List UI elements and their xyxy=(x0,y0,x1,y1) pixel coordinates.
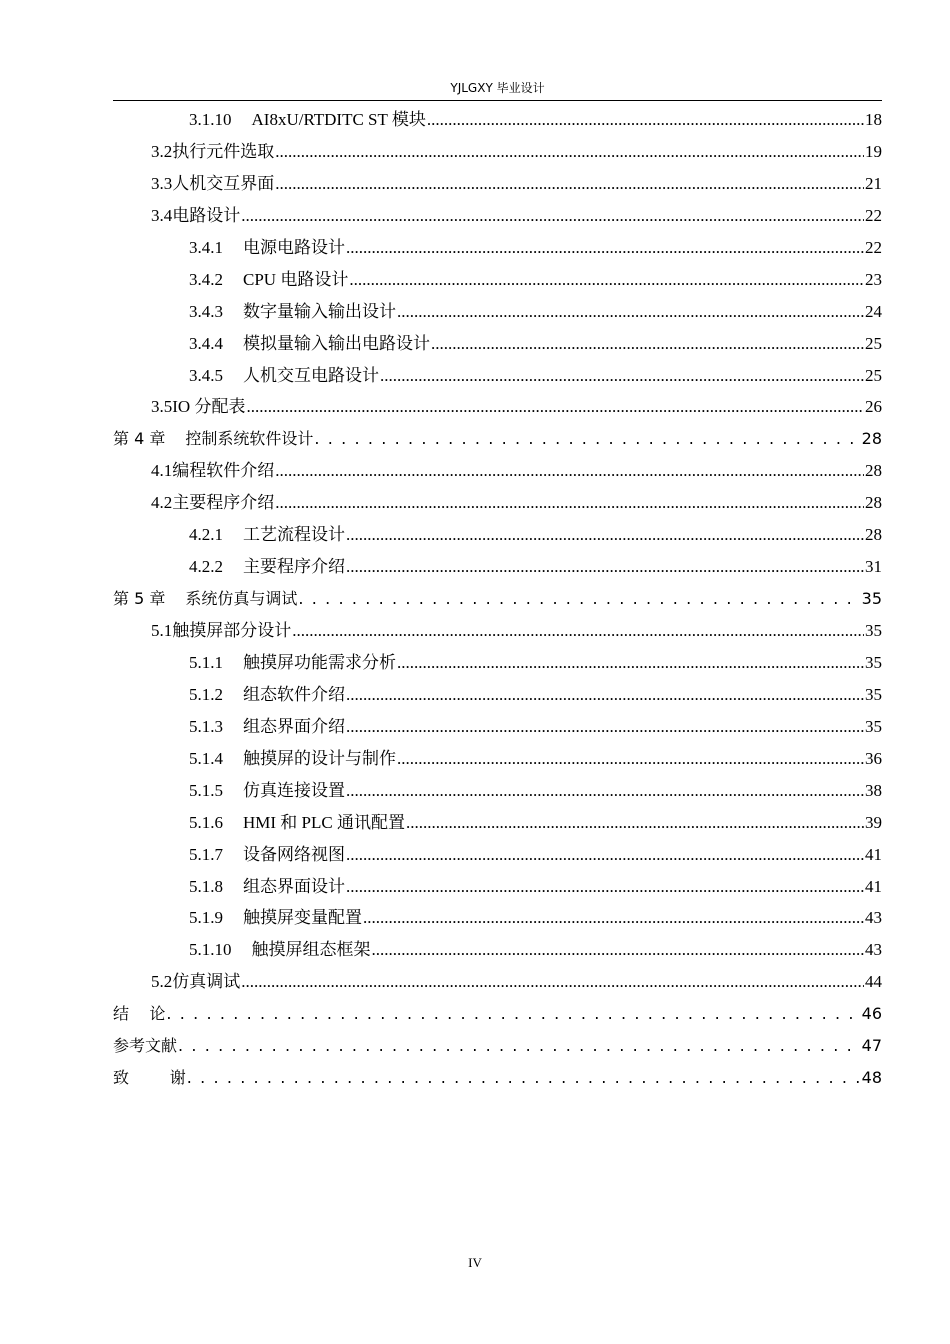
toc-entry[interactable] xyxy=(113,839,882,871)
toc-entry-number: 3.1.10 xyxy=(189,110,232,129)
toc-entry[interactable] xyxy=(113,136,882,168)
toc-entry[interactable] xyxy=(113,1062,882,1094)
toc-entry[interactable] xyxy=(113,934,882,966)
toc-entry-page: 44 xyxy=(865,972,882,992)
toc-entry-number: 5.1.3 xyxy=(189,716,223,736)
toc-entry-title: 模拟量输入输出电路设计 xyxy=(243,333,430,353)
toc-entry-title: 数字量输入输出设计 xyxy=(243,301,396,321)
dot-leader xyxy=(346,551,864,583)
toc-entry-page: 47 xyxy=(861,1036,882,1056)
toc-entry-title: 设备网络视图 xyxy=(243,844,345,864)
toc-entry-title: 电源电路设计 xyxy=(243,237,345,257)
toc-entry-page: 31 xyxy=(865,557,882,577)
toc-entry-page: 36 xyxy=(865,748,882,768)
toc-entry-page: 24 xyxy=(865,301,882,321)
dot-leader xyxy=(346,232,864,264)
dot-leader xyxy=(346,871,864,903)
toc-entry-title: 结 论 xyxy=(113,1004,166,1024)
toc-entry-title: 仿真连接设置 xyxy=(243,780,345,800)
toc-entry-number: 5.1.1 xyxy=(189,652,223,672)
toc-entry[interactable] xyxy=(113,998,882,1030)
dot-leader xyxy=(241,200,864,232)
toc-entry[interactable] xyxy=(113,360,882,392)
toc-entry-number: 5.1.5 xyxy=(189,780,223,800)
toc-entry-number: 3.2 xyxy=(151,141,173,161)
toc-entry-title: 组态软件介绍 xyxy=(243,684,345,704)
running-header: YJLGXY 毕业设计 xyxy=(450,81,545,95)
toc-entry-title: 编程软件介绍 xyxy=(172,461,275,481)
toc-entry[interactable] xyxy=(113,871,882,903)
toc-entry-number: 3.4.3 xyxy=(189,301,223,321)
toc-entry-page: 22 xyxy=(865,205,882,225)
toc-entry-title: HMI 和 PLC 通讯配置 xyxy=(243,812,405,832)
toc-entry[interactable] xyxy=(113,551,882,583)
toc-entry-title: IO 分配表 xyxy=(172,397,246,417)
toc-entry[interactable] xyxy=(113,391,882,423)
toc-entry-page: 22 xyxy=(865,237,882,257)
toc-entry-number: 3.3 xyxy=(151,173,173,193)
toc-entry-title: 触摸屏组态框架 xyxy=(251,940,371,960)
toc-entry-page: 23 xyxy=(865,269,882,289)
toc-entry[interactable] xyxy=(113,807,882,839)
toc-entry-number: 5.1.7 xyxy=(189,844,223,864)
toc-entry[interactable] xyxy=(113,583,882,615)
toc-entry-title: 组态界面介绍 xyxy=(243,716,345,736)
toc-entry-number: 4.1 xyxy=(151,461,173,481)
toc-entry-page: 41 xyxy=(865,876,882,896)
toc-entry[interactable] xyxy=(113,200,882,232)
toc-entry[interactable] xyxy=(113,232,882,264)
toc-entry-title: 主要程序介绍 xyxy=(243,557,345,577)
toc-entry-page: 43 xyxy=(865,940,882,960)
toc-entry-page: 41 xyxy=(865,844,882,864)
toc-entry-page: 28 xyxy=(865,525,882,545)
dot-leader xyxy=(346,679,864,711)
dot-leader xyxy=(246,391,864,423)
toc-entry-title: 触摸屏部分设计 xyxy=(172,621,292,640)
toc-entry-number: 5.1.10 xyxy=(189,940,232,960)
toc-entry-number: 3.4.4 xyxy=(189,333,223,353)
toc-entry[interactable] xyxy=(113,519,882,551)
toc-entry-page: 35 xyxy=(865,716,882,736)
toc-entry-title: 电路设计 xyxy=(172,205,241,225)
toc-entry-page: 19 xyxy=(865,141,882,161)
dot-leader xyxy=(397,647,864,679)
toc-entry-page: 38 xyxy=(865,780,882,800)
toc-entry-title: 触摸屏的设计与制作 xyxy=(243,748,396,768)
dot-leader xyxy=(275,487,864,519)
toc-entry-page: 26 xyxy=(865,397,882,417)
dot-leader xyxy=(275,455,864,487)
page-number: IV xyxy=(468,1255,482,1270)
dot-leader xyxy=(349,264,864,296)
toc-entry[interactable] xyxy=(113,487,882,519)
toc-entry[interactable] xyxy=(113,743,882,775)
dot-leader xyxy=(346,775,864,807)
toc-entry[interactable] xyxy=(113,615,882,647)
toc-entry-page: 28 xyxy=(865,461,882,481)
header-rule xyxy=(113,100,882,101)
toc-entry-title: 参考文献 xyxy=(113,1036,178,1056)
toc-entry-title: 系统仿真与调试 xyxy=(185,589,298,609)
dot-leader xyxy=(397,296,864,328)
toc-entry-page: 18 xyxy=(865,110,882,129)
toc-entry-title: 组态界面设计 xyxy=(243,876,345,896)
toc-entry-number: 5.1.9 xyxy=(189,908,223,928)
toc-entry[interactable] xyxy=(113,647,882,679)
toc-entry-page: 35 xyxy=(861,589,882,609)
toc-entry-title: 触摸屏变量配置 xyxy=(243,908,362,928)
toc-entry[interactable] xyxy=(113,966,882,998)
toc-entry-title: 人机交互界面 xyxy=(172,173,275,193)
toc-entry-number: 5.1 xyxy=(151,621,173,640)
dot-leader xyxy=(406,807,864,839)
dot-leader xyxy=(397,743,864,775)
table-of-contents xyxy=(113,104,882,1094)
dot-leader xyxy=(431,328,864,360)
toc-entry-title: 人机交互电路设计 xyxy=(243,365,379,385)
toc-entry-number: 5.1.8 xyxy=(189,876,223,896)
toc-entry[interactable] xyxy=(113,104,882,136)
toc-entry[interactable] xyxy=(113,902,882,934)
toc-entry-title: 触摸屏功能需求分析 xyxy=(243,652,396,672)
toc-entry[interactable] xyxy=(113,711,882,743)
dot-leader xyxy=(166,998,860,1030)
toc-entry-number: 5.1.6 xyxy=(189,812,223,832)
toc-entry-page: 35 xyxy=(865,621,882,640)
toc-entry-page: 35 xyxy=(865,684,882,704)
dot-leader xyxy=(187,1062,861,1094)
dot-leader xyxy=(298,583,860,615)
toc-entry-title: 致 谢 xyxy=(113,1068,186,1088)
toc-entry-number: 5.1.4 xyxy=(189,748,223,768)
toc-entry-page: 39 xyxy=(865,812,882,832)
toc-entry-page: 43 xyxy=(865,908,882,928)
dot-leader xyxy=(178,1030,861,1062)
toc-entry-title: 仿真调试 xyxy=(172,972,241,992)
toc-entry-number: 4.2.2 xyxy=(189,557,223,577)
toc-entry-page: 21 xyxy=(865,173,882,193)
toc-entry[interactable] xyxy=(113,775,882,807)
dot-leader xyxy=(275,136,864,168)
toc-entry-number: 3.5 xyxy=(151,397,173,417)
dot-leader xyxy=(380,360,864,392)
toc-entry-title: 执行元件选取 xyxy=(172,141,275,161)
dot-leader xyxy=(241,966,864,998)
toc-entry-page: 25 xyxy=(865,333,882,353)
toc-entry-page: 48 xyxy=(861,1068,882,1088)
toc-entry-page: 35 xyxy=(865,652,882,672)
dot-leader xyxy=(346,519,864,551)
toc-entry-title: CPU 电路设计 xyxy=(243,269,349,289)
toc-entry-number: 3.4.1 xyxy=(189,237,223,257)
dot-leader xyxy=(346,839,864,871)
dot-leader xyxy=(314,423,860,455)
toc-entry[interactable] xyxy=(113,168,882,200)
dot-leader xyxy=(346,711,864,743)
toc-entry-number: 4.2 xyxy=(151,493,173,513)
toc-entry-number: 3.4.2 xyxy=(189,269,223,289)
dot-leader xyxy=(363,902,864,934)
toc-entry[interactable] xyxy=(113,679,882,711)
toc-entry-page: 46 xyxy=(861,1004,882,1024)
toc-entry[interactable] xyxy=(113,1030,882,1062)
toc-entry[interactable] xyxy=(113,296,882,328)
toc-entry[interactable] xyxy=(113,264,882,296)
toc-entry-title: 控制系统软件设计 xyxy=(185,429,314,449)
toc-entry-title: 主要程序介绍 xyxy=(172,493,275,513)
toc-entry[interactable] xyxy=(113,328,882,360)
toc-entry-number: 3.4 xyxy=(151,205,173,225)
toc-entry-number: 第 5 章 xyxy=(113,589,166,609)
dot-leader xyxy=(372,934,865,966)
toc-entry-page: 25 xyxy=(865,365,882,385)
dot-leader xyxy=(427,104,864,136)
toc-entry-number: 4.2.1 xyxy=(189,525,223,545)
toc-entry-title: 工艺流程设计 xyxy=(243,525,345,545)
toc-entry-page: 28 xyxy=(865,493,882,513)
toc-entry[interactable] xyxy=(113,455,882,487)
toc-entry-number: 3.4.5 xyxy=(189,365,223,385)
dot-leader xyxy=(275,168,864,200)
toc-entry-number: 5.2 xyxy=(151,972,173,992)
toc-entry-number: 5.1.2 xyxy=(189,684,223,704)
toc-entry-number: 第 4 章 xyxy=(113,429,166,449)
toc-entry-page: 28 xyxy=(861,429,882,449)
toc-entry[interactable] xyxy=(113,423,882,455)
toc-entry-title: AI8xU/RTDITC ST 模块 xyxy=(251,110,426,129)
dot-leader xyxy=(292,615,864,647)
